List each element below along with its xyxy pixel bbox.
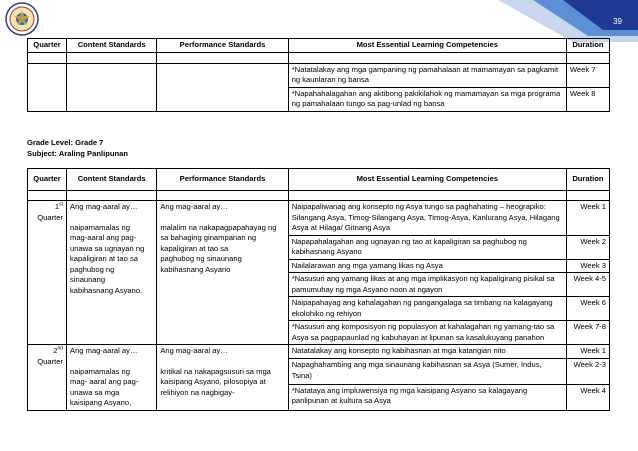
melc-cell: Napaghahambing ang mga sinaunang kabihasnan sa Asya (Sumer, Indus, Tsina) [288,359,566,385]
header-content-standards: Content Standards [67,39,157,53]
duration-cell: Week 7 [566,63,609,87]
performance-standards-cell-q1 [157,201,288,345]
melc-cell: Napapahalagahan ang ugnayan ng tao at kapaligiran sa paghubog ng kabihasnang Asyano [288,235,566,259]
competencies-table-continued [27,38,610,112]
table-spacer-row [28,52,610,63]
cs-line: sinaunang [70,275,106,284]
cs-intro: Ang mag-aaral ay… [70,346,138,355]
performance-standards-cell-q2 [157,345,288,411]
ps-line: kritikal na nakapagsusuri sa mga [160,366,271,376]
table-spacer-row [28,191,610,201]
ps-line: kaisipang Asyano, pilosopiya at [160,377,266,386]
ps-line: kabihasnang Asyano [160,264,231,274]
content-standards-cell-q1 [67,201,157,345]
melc-cell: *Natatalakay ang mga gampaning ng pamahalaan at mamamayan sa pagkamit ng kaunlaran ng bansa [288,63,566,87]
header-content-standards: Content Standards [67,169,157,191]
quarter-label: Quarter [37,356,63,366]
duration-cell: Week 4 [566,384,609,410]
quarter-suffix: st [59,201,63,208]
table-cell [67,63,157,111]
competencies-table-grade7 [27,168,610,411]
ps-line: paghubog ng sinaunang [160,254,242,263]
duration-cell: Week 2 [566,235,609,259]
duration-cell: Week 1 [566,345,609,359]
header-performance-standards: Performance Standards [157,169,288,191]
table-row [28,201,610,236]
ps-line: relihiyon na nagbigay- [160,387,235,397]
cs-line: kapaligiran at tao sa [70,254,138,263]
duration-cell: Week 4-5 [566,273,609,297]
table-cell [67,52,157,63]
cs-line: mag-aaral ang pag- [70,233,137,242]
quarter-number: 2 [53,346,58,355]
duration-cell: Week 1 [566,201,609,236]
duration-cell: Week 7-8 [566,321,609,345]
table-row [28,63,610,87]
header-quarter: Quarter [28,169,67,191]
header-melc: Most Essential Learning Competencies [288,39,566,53]
duration-cell: Week 8 [566,87,609,111]
header-quarter: Quarter [28,39,67,53]
cs-line: paghubog ng [70,264,115,274]
table-cell [288,52,566,63]
ps-intro: Ang mag-aaral ay… [160,346,228,355]
ps-line: sa bahaging ginampanan ng [160,233,257,242]
cs-line: kabihasnang Asyano. [70,285,143,295]
header-performance-standards: Performance Standards [157,39,288,53]
ps-line: kapaligiran at tao sa [160,243,229,253]
quarter-number: 1 [54,202,60,211]
melc-cell: *Napahahalagahan ang aktibong pakikilahok ng mamamayan sa mga programa ng pamahalaan tungo sa pag-unlad ng bansa [288,87,566,111]
quarter-suffix: nd [57,345,63,352]
table-cell [28,63,67,111]
melc-cell: *Nasusuri ang komposisyon ng populasyon at kahalagahan ng yamang-tao sa Asya sa pagpapaunlad ng kabuhayan at lipunan sa kasalukuyang panahon [288,321,566,345]
duration-cell: Week 6 [566,297,609,321]
table-cell [288,191,566,201]
subject-label: Subject: Araling Panlipunan [27,148,128,158]
content-standards-cell-q2 [67,345,157,411]
melc-cell: *Natataya ang impluwensiya ng mga kaisipang Asyano sa kalagayang panlipunan at kultura sa Asya [288,384,566,410]
cs-line: unawa sa mga [70,387,120,397]
table-cell [566,191,609,201]
melc-cell: Naipapahayag ang kahalagahan ng pangangalaga sa timbang na kalagayang ekolohiko ng rehiyon [288,297,566,321]
table-cell [566,52,609,63]
melc-cell: Natatalakay ang konsepto ng kabihasnan at mga katangian nito [288,345,566,359]
table-row [28,345,610,359]
quarter-cell-q2 [28,345,67,411]
grade-info [27,138,128,159]
ps-line: malalim na nakapagpapahayag ng [160,222,277,232]
table-cell [28,52,67,63]
cs-line: naipamamalas ng [70,222,130,232]
table-cell [157,52,288,63]
table-cell [157,191,288,201]
table-header-row [28,39,610,53]
header-duration: Duration [566,169,609,191]
grade-level: Grade Level: Grade 7 [27,138,104,147]
header-duration: Duration [566,39,609,53]
table-header-row [28,169,610,191]
cs-intro: Ang mag-aaral ay… [70,202,138,211]
duration-cell: Week 3 [566,259,609,273]
cs-line: mag- aaral ang pag- [70,377,139,386]
table-cell [67,191,157,201]
page-number: 39 [613,17,622,26]
cs-line: kaisipang Asyano, [70,398,132,407]
quarter-cell-q1 [28,201,67,345]
quarter-label: Quarter [37,212,63,222]
melc-cell: Nailalarawan ang mga yamang likas ng Asya [288,259,566,273]
melc-cell: Naipapaliwanag ang konsepto ng Asya tungo sa paghahating – heograpiko: Silangang Asya, Timog-Silangang Asya, Timog-Asya, Kanlurang Asya, Hilagang Asya at Hilaga/ Gitnang Asya [288,201,566,236]
cs-line: naipamamalas ng [70,366,130,376]
header-melc: Most Essential Learning Competencies [288,169,566,191]
melc-cell: *Nasusuri ang yamang likas at ang mga implikasyon ng kapaligirang pisikal sa pamumuhay ng mga Asyano noon at ngayon [288,273,566,297]
table-cell [157,63,288,111]
table-cell [28,191,67,201]
cs-line: unawa sa ugnayan ng [70,243,145,253]
duration-cell: Week 2-3 [566,359,609,385]
ps-intro: Ang mag-aaral ay… [160,202,228,211]
deped-seal-icon [5,2,39,36]
